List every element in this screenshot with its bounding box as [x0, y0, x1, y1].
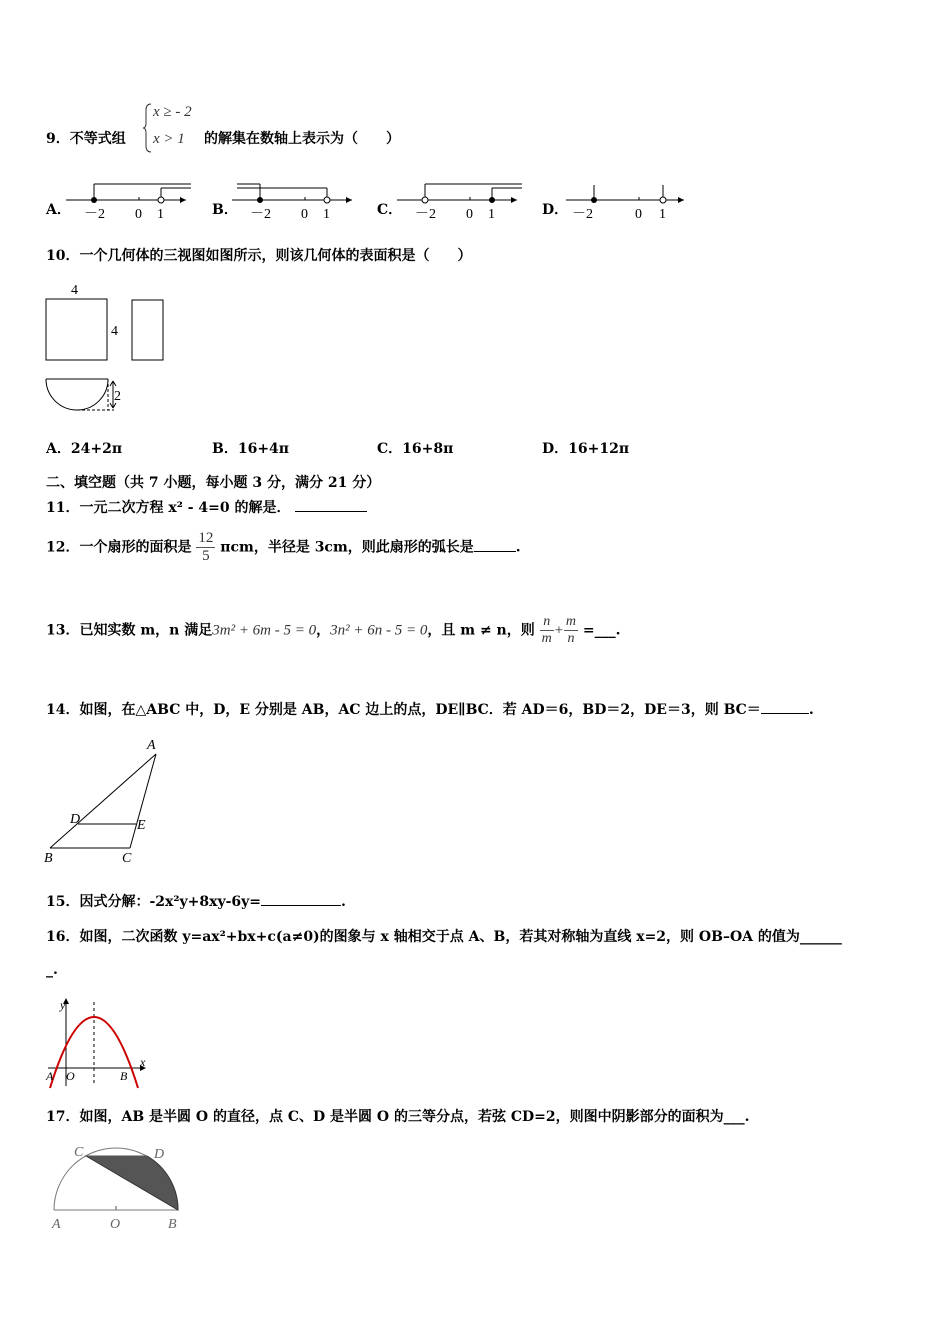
svg-text:y: y	[60, 998, 66, 1012]
svg-text:0: 0	[301, 207, 308, 222]
inequality-1: x ≥ - 2	[153, 104, 192, 120]
three-view-figure	[44, 282, 184, 412]
svg-text:O: O	[66, 1069, 75, 1083]
tick-1: 1	[157, 207, 164, 222]
svg-text:x: x	[140, 1055, 146, 1069]
question-10: 10．一个几何体的三视图如图所示，则该几何体的表面积是（ ）	[46, 248, 472, 264]
option-10d[interactable]: D．16+12π	[542, 441, 630, 457]
question-12: 12．一个扇形的面积是 $\frac{12}{5}$ πcm，半径是 3cm，则此扇形的弧长是 .	[46, 530, 521, 564]
question-15: 15．因式分解：-2x²y+8xy-6y= .	[46, 894, 346, 910]
svg-text:E: E	[137, 818, 146, 833]
svg-text:O: O	[110, 1217, 121, 1232]
svg-text:－2: －2	[415, 207, 436, 222]
option-10a[interactable]: A．24+2π	[46, 441, 123, 457]
svg-text:C: C	[122, 851, 132, 866]
svg-text:A: A	[147, 738, 156, 753]
dim-height: 2	[114, 389, 121, 404]
question-9-suffix: 的解集在数轴上表示为（ ）	[204, 131, 400, 147]
fraction-m-over-n: $\frac{m}{n}$	[565, 614, 576, 646]
question-14: 14．如图，在△ABC 中，D，E 分别是 AB，AC 边上的点，DE∥BC．若 AD＝6，BD＝2，DE＝3，则 BC＝ .	[46, 702, 814, 718]
semicircle-figure	[48, 1138, 188, 1238]
question-11: 11．一元二次方程 x² - 4=0 的解是．	[46, 497, 367, 517]
triangle-figure	[44, 736, 174, 866]
svg-text:B: B	[44, 851, 53, 866]
option-9a-label[interactable]: A．	[46, 202, 71, 218]
equation-m: 3m² + 6m - 5 = 0	[212, 622, 317, 639]
question-16-continued: _.	[46, 962, 58, 978]
answer-blank-12[interactable]	[474, 539, 516, 552]
number-line-a	[66, 178, 196, 223]
svg-text:C: C	[74, 1145, 84, 1160]
fraction-12-5: $\frac{12}{5}$	[198, 530, 214, 564]
svg-text:0: 0	[635, 207, 642, 222]
svg-text:－2: －2	[572, 207, 593, 222]
dim-side: 4	[111, 324, 118, 339]
question-13: 13．已知实数 m，n 满足3m² + 6m - 5 = 0，3n² + 6n - 5 = 0，且 m ≠ n，则 $\frac{n}{m}$ + $\frac{m}{n}$ =___.	[46, 614, 621, 646]
option-9d-label[interactable]: D．	[542, 202, 569, 218]
svg-text:A: A	[46, 1069, 54, 1083]
equation-n: 3n² + 6n - 5 = 0	[330, 622, 428, 639]
number-line-d	[566, 178, 696, 223]
svg-text:1: 1	[323, 207, 330, 222]
answer-blank-11[interactable]	[295, 499, 367, 512]
svg-text:0: 0	[466, 207, 473, 222]
tick-0: 0	[135, 207, 142, 222]
svg-text:－2: －2	[250, 207, 271, 222]
option-10c[interactable]: C．16+8π	[377, 441, 454, 457]
question-17: 17．如图，AB 是半圆 O 的直径，点 C、D 是半圆 O 的三等分点，若弦 CD=2，则图中阴影部分的面积为___.	[46, 1109, 750, 1125]
svg-text:B: B	[120, 1069, 128, 1083]
section-2-heading: 二、填空题（共 7 小题，每小题 3 分，满分 21 分）	[46, 475, 381, 491]
tick-neg2: －2	[84, 207, 105, 222]
inequality-2: x > 1	[153, 131, 185, 147]
svg-text:D: D	[154, 1147, 165, 1162]
question-9: 9．不等式组	[46, 131, 126, 147]
option-10b[interactable]: B．16+4π	[212, 441, 290, 457]
svg-text:D: D	[70, 812, 81, 827]
answer-blank-15[interactable]	[261, 893, 341, 906]
answer-blank-14[interactable]	[761, 701, 809, 714]
number-line-b	[232, 178, 362, 223]
option-9c-label[interactable]: C．	[377, 202, 403, 218]
brace-icon	[143, 104, 153, 152]
number-line-c	[397, 178, 527, 223]
svg-text:1: 1	[488, 207, 495, 222]
svg-text:B: B	[168, 1217, 177, 1232]
option-9b-label[interactable]: B．	[212, 202, 238, 218]
dim-top: 4	[71, 283, 78, 298]
svg-text:A: A	[52, 1217, 61, 1232]
question-16: 16．如图，二次函数 y=ax²+bx+c(a≠0)的图象与 x 轴相交于点 A、B，若其对称轴为直线 x=2，则 OB–OA 的值为______	[46, 929, 842, 945]
svg-text:1: 1	[659, 207, 666, 222]
fraction-n-over-m: $\frac{n}{m}$	[541, 614, 552, 646]
parabola-figure	[44, 996, 154, 1091]
